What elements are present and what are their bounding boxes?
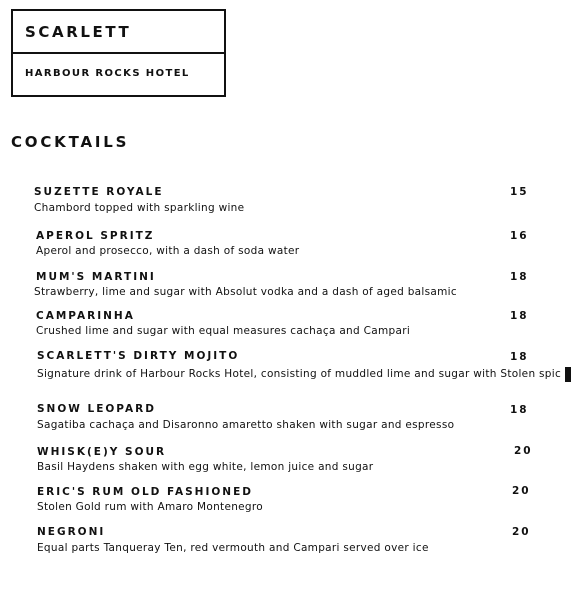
menu-item-price: 16 [510,230,529,242]
menu-item-name: WHISK(E)Y SOUR [37,446,167,458]
section-title: COCKTAILS [11,133,130,151]
menu-item-price: 20 [512,485,531,497]
menu-item-description: Sagatiba cachaça and Disaronno amaretto shaken with sugar and espresso [37,419,455,431]
menu-item-price: 20 [512,526,531,538]
menu-item-description: Chambord topped with sparkling wine [34,202,245,214]
menu-item-price: 20 [514,445,533,457]
menu-item-description: Crushed lime and sugar with equal measures cachaça and Campari [36,325,411,337]
menu-item-name: APEROL SPRITZ [36,230,155,242]
menu-item-name: MUM'S MARTINI [36,271,156,283]
menu-item-price: 18 [510,310,529,322]
menu-item-description: Strawberry, lime and sugar with Absolut vodka and a dash of aged balsamic [34,286,457,298]
menu-item-description: Signature drink of Harbour Rocks Hotel, consisting of muddled lime and sugar with Stolen spic [37,368,562,380]
menu-item-description: Basil Haydens shaken with egg white, lemon juice and sugar [37,461,374,473]
menu-item-name: SCARLETT'S DIRTY MOJITO [37,350,240,362]
text-cursor [565,367,571,382]
menu-item-description: Equal parts Tanqueray Ten, red vermouth and Campari served over ice [37,542,429,554]
menu-item-price: 18 [510,351,529,363]
menu-item-name: NEGRONI [37,526,106,538]
menu-item-price: 18 [510,271,529,283]
menu-item-name: CAMPARINHA [36,310,135,322]
logo-subtitle: HARBOUR ROCKS HOTEL [25,68,190,79]
logo-box [11,9,226,97]
menu-item-name: SNOW LEOPARD [37,403,156,415]
menu-item-price: 18 [510,404,529,416]
menu-item-name: SUZETTE ROYALE [34,186,164,198]
menu-item-name: ERIC'S RUM OLD FASHIONED [37,486,253,498]
menu-item-description: Aperol and prosecco, with a dash of soda water [36,245,300,257]
logo-name: SCARLETT [25,23,132,41]
menu-item-description: Stolen Gold rum with Amaro Montenegro [37,501,264,513]
menu-item-price: 15 [510,186,529,198]
